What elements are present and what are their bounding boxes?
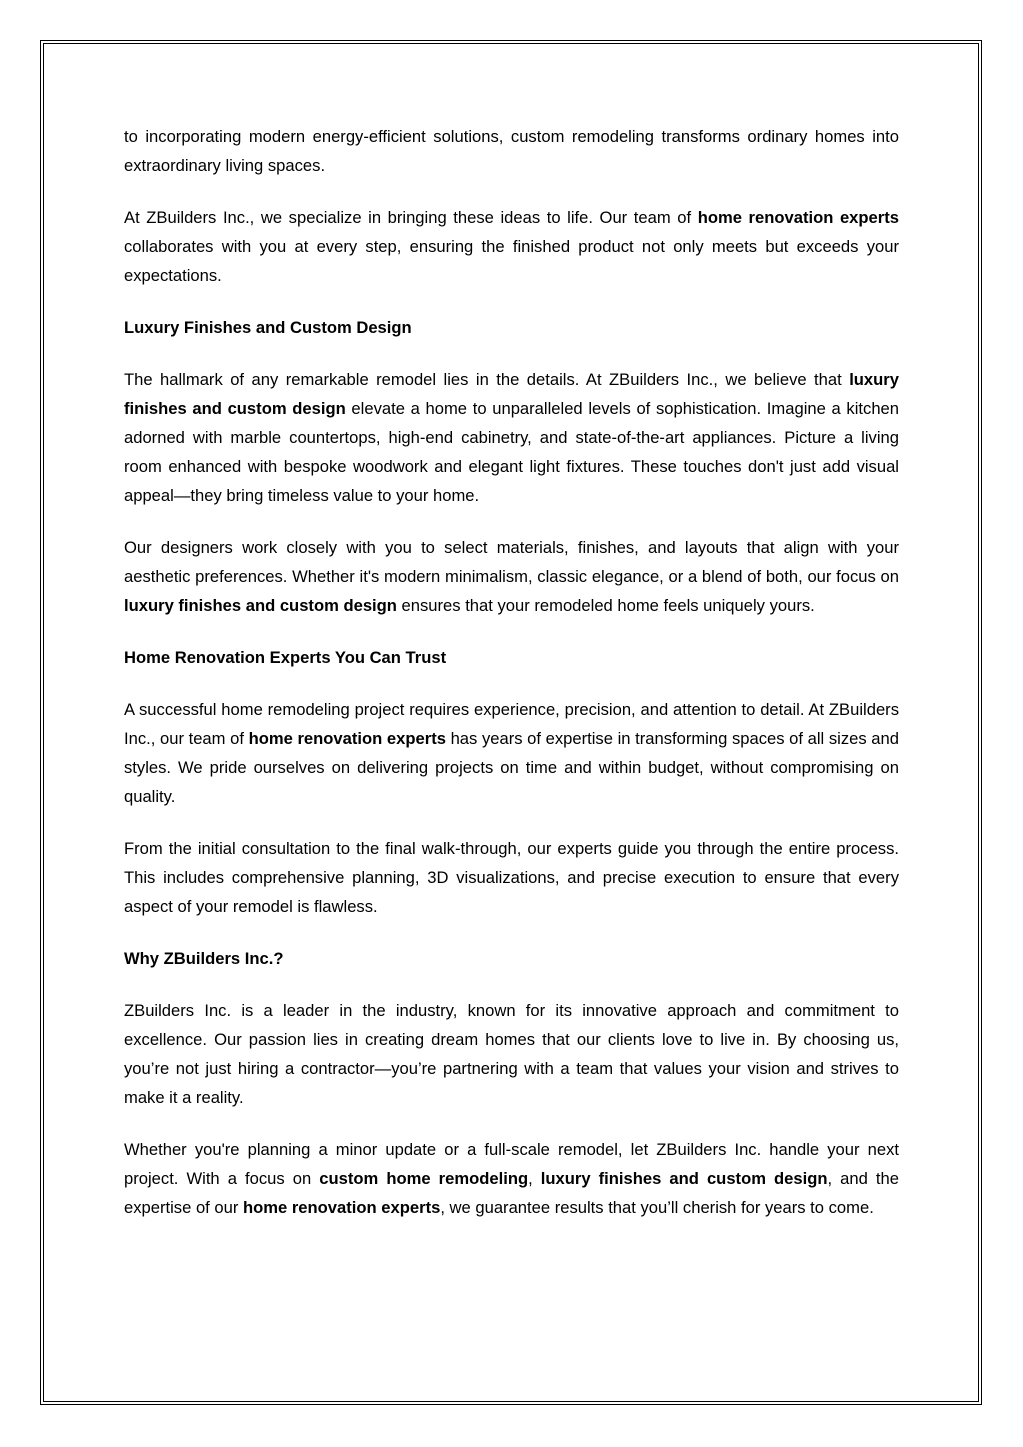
paragraph-leader: [124, 996, 899, 1112]
bold-phrase: home renovation experts: [242, 1198, 441, 1217]
bold-phrase: home renovation experts: [248, 729, 446, 748]
paragraph-text: ZBuilders Inc. is a leader in the industry, known for its innovative approach and commitment to excellence. Our passion lies in creating dream homes that our clients love to live in. By choosing us, you’re not just hiring a contractor—you’re partnering with a team that values your vision and strives to make it a reality.: [124, 1001, 899, 1107]
bold-phrase: luxury finishes and custom design: [124, 370, 899, 418]
paragraph-hallmark: [124, 365, 899, 510]
paragraph-text: At ZBuilders Inc., we specialize in bringing these ideas to life. Our team of: [124, 208, 698, 227]
paragraph-closing: [124, 1135, 899, 1222]
paragraph-intro-continued: [124, 122, 899, 180]
document-body: [124, 122, 899, 1245]
paragraph-text: , we guarantee results that you’ll cherish for years to come.: [440, 1198, 874, 1217]
paragraph-text: collaborates with you at every step, ensuring the finished product not only meets but exceeds your expectations.: [124, 237, 899, 285]
section-heading-experts: Home Renovation Experts You Can Trust: [124, 648, 447, 667]
bold-phrase: luxury finishes and custom design: [540, 1169, 828, 1188]
paragraph-text: Whether you're planning a minor update or a full-scale remodel, let ZBuilders Inc. handle your next project. With a focus on: [124, 1140, 899, 1188]
paragraph-text: ensures that your remodeled home feels uniquely yours.: [396, 596, 815, 615]
bold-phrase: custom home remodeling: [319, 1169, 529, 1188]
paragraph-text: ,: [528, 1169, 541, 1188]
section-heading-why: Why ZBuilders Inc.?: [124, 949, 284, 968]
section-heading-luxury: Luxury Finishes and Custom Design: [124, 318, 412, 337]
bold-phrase: home renovation experts: [697, 208, 899, 227]
paragraph-text: Our designers work closely with you to select materials, finishes, and layouts that align with your aesthetic preferences. Whether it's modern minimalism, classic elegance, or a blend of both, our focus on: [124, 538, 899, 586]
paragraph-text: , and the expertise of our: [124, 1169, 899, 1217]
paragraph-text: elevate a home to unparalleled levels of sophistication. Imagine a kitchen adorned with marble countertops, high-end cabinetry, and state-of-the-art appliances. Picture a living room enhanced with bespoke woodwork and elegant light fixtures. These touches don't just add visual appeal—they bring timeless value to your home.: [124, 399, 900, 505]
bold-phrase: luxury finishes and custom design: [124, 596, 397, 615]
paragraph-successful-project: [124, 695, 899, 811]
paragraph-text: has years of expertise in transforming spaces of all sizes and styles. We pride ourselves on delivering projects on time and within budget, without compromising on quality.: [124, 729, 899, 806]
paragraph-consultation: [124, 834, 899, 921]
paragraph-text: From the initial consultation to the final walk-through, our experts guide you through the entire process. This includes comprehensive planning, 3D visualizations, and precise execution to ensure that every aspect of your remodel is flawless.: [124, 839, 899, 916]
paragraph-specialize: [124, 203, 899, 290]
paragraph-text: A successful home remodeling project requires experience, precision, and attention to detail. At ZBuilders Inc., our team of: [124, 700, 899, 748]
paragraph-text: The hallmark of any remarkable remodel lies in the details. At ZBuilders Inc., we believe that: [124, 370, 850, 389]
paragraph-designers: [124, 533, 899, 620]
paragraph-text: to incorporating modern energy-efficient solutions, custom remodeling transforms ordinary homes into extraordinary living spaces.: [124, 127, 899, 175]
